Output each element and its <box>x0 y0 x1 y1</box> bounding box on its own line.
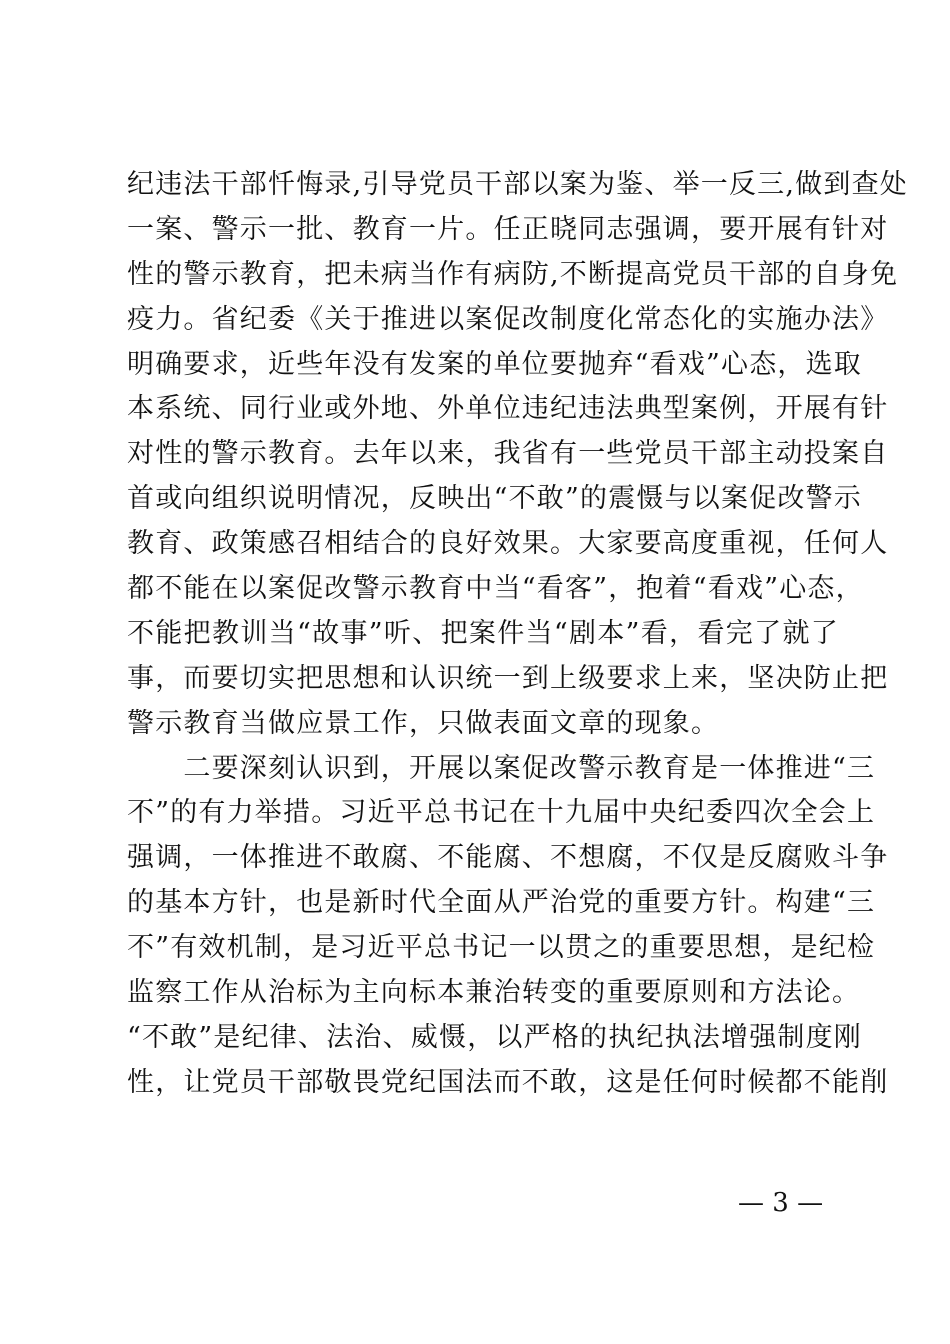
text-line: 监察工作从治标为主向标本兼治转变的重要原则和方法论。 <box>127 977 861 1009</box>
text-line: 明确要求，近些年没有发案的单位要抛弃“看戏”心态，选取 <box>127 348 863 380</box>
text-line: 不”有效机制，是习近平总书记一以贯之的重要思想，是纪检 <box>127 932 876 964</box>
text-line: 性的警示教育，把未病当作有病防,不断提高党员干部的自身免 <box>127 258 899 290</box>
text-line: 不”的有力举措。习近平总书记在十九届中央纪委四次全会上 <box>127 797 876 829</box>
text-line: 对性的警示教育。去年以来，我省有一些党员干部主动投案自 <box>127 438 889 470</box>
text-line: 一案、警示一批、教育一片。任正晓同志强调，要开展有针对 <box>127 213 889 245</box>
page-number: — 3 — <box>738 1188 824 1218</box>
text-line: 警示教育当做应景工作，只做表面文章的现象。 <box>127 707 720 739</box>
text-line: 本系统、同行业或外地、外单位违纪违法典型案例，开展有针 <box>127 393 889 425</box>
text-line: 首或向组织说明情况，反映出“不敢”的震慑与以案促改警示 <box>127 483 863 515</box>
text-line: 的基本方针，也是新时代全面从严治党的重要方针。构建“三 <box>127 887 876 919</box>
text-line: 性，让党员干部敬畏党纪国法而不敢，这是任何时候都不能削 <box>127 1066 889 1098</box>
text-line: 疫力。省纪委《关于推进以案促改制度化常态化的实施办法》 <box>127 303 889 335</box>
text-line: 强调，一体推进不敢腐、不能腐、不想腐，不仅是反腐败斗争 <box>127 842 889 874</box>
text-line: 不能把教训当“故事”听、把案件当“剧本”看，看完了就了 <box>127 617 839 649</box>
text-line: 二要深刻认识到，开展以案促改警示教育是一体推进“三 <box>127 752 876 784</box>
text-line: 教育、政策感召相结合的良好效果。大家要高度重视，任何人 <box>127 528 889 560</box>
text-line: 都不能在以案促改警示教育中当“看客”，抱着“看戏”心态， <box>127 573 864 605</box>
text-line: 事，而要切实把思想和认识统一到上级要求上来，坚决防止把 <box>127 662 889 694</box>
text-line: 纪违法干部忏悔录,引导党员干部以案为鉴、举一反三,做到查处 <box>127 169 908 200</box>
body-text <box>127 163 908 1106</box>
text-line: “不敢”是纪律、法治、威慑，以严格的执纪执法增强制度刚 <box>127 1021 863 1053</box>
